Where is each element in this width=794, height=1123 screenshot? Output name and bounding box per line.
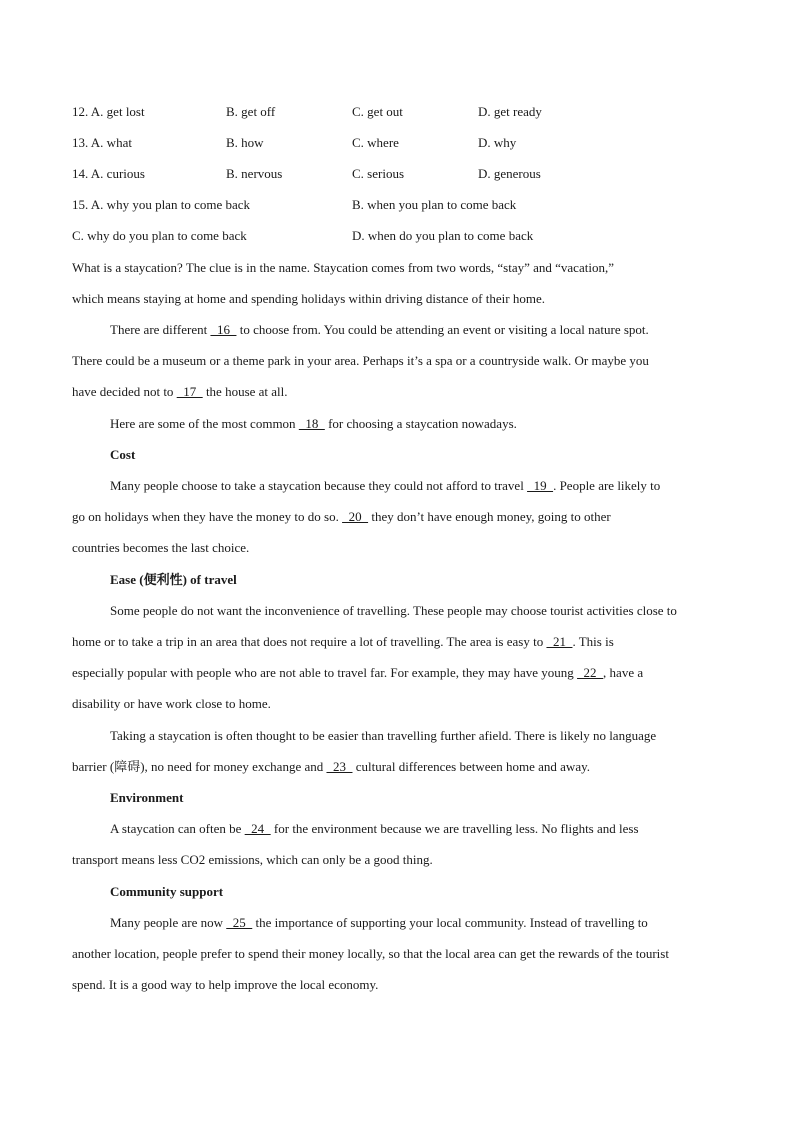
blank-17[interactable]: 17 [176,384,203,399]
passage-line: disability or have work close to home. [72,696,271,711]
section-heading-community: Community support [110,884,224,899]
blank-24[interactable]: 24 [244,821,271,836]
passage-line: Here are some of the most common 18 for choosing a staycation nowadays. [110,416,517,431]
blank-20[interactable]: 20 [342,509,369,524]
passage-intro-line-1: What is a staycation? The clue is in the name. Staycation comes from two words, “stay” and “vacation,” [72,260,614,275]
passage-line: especially popular with people who are not able to travel far. For example, they may have young 22 , have a [72,665,644,680]
blank-18[interactable]: 18 [298,416,325,431]
passage-line: A staycation can often be 24 for the environment because we are travelling less. No flights and less [110,821,639,836]
passage-line: have decided not to 17 the house at all. [72,384,288,399]
passage-line: transport means less CO2 emissions, which can only be a good thing. [72,852,433,867]
question-15-option-a: 15. A. why you plan to come back [72,197,251,212]
blank-16[interactable]: 16 [210,322,237,337]
question-14-option-d: D. generous [478,166,541,181]
blank-23[interactable]: 23 [326,759,353,774]
question-14-option-c: C. serious [352,166,404,181]
blank-19[interactable]: 19 [527,478,554,493]
passage-line: Some people do not want the inconvenience of travelling. These people may choose tourist activities close to [110,603,677,618]
passage-line: go on holidays when they have the money to do so. 20 they don’t have enough money, going to other [72,509,611,524]
passage-line: barrier (障碍), no need for money exchange and 23 cultural differences between home and away. [72,759,590,774]
question-12-option-a: 12. A. get lost [72,104,145,119]
question-15-option-c: C. why do you plan to come back [72,228,247,243]
question-13-option-a: 13. A. what [72,135,132,150]
blank-22[interactable]: 22 [577,665,604,680]
passage-line: Many people are now 25 the importance of supporting your local community. Instead of travelling to [110,915,648,930]
question-12-option-c: C. get out [352,104,403,119]
passage-line: There are different 16 to choose from. You could be attending an event or visiting a local nature spot. [110,322,649,337]
passage-line: home or to take a trip in an area that does not require a lot of travelling. The area is easy to 21 . This is [72,634,614,649]
passage-line: Many people choose to take a staycation because they could not afford to travel 19 . People are likely to [110,478,661,493]
passage-line: spend. It is a good way to help improve the local economy. [72,977,379,992]
question-12-option-d: D. get ready [478,104,542,119]
passage-line: Taking a staycation is often thought to be easier than travelling further afield. There is likely no language [110,728,657,743]
question-15-option-d: D. when do you plan to come back [352,228,534,243]
passage-line: countries becomes the last choice. [72,540,250,555]
question-13-option-b: B. how [226,135,264,150]
section-heading-cost: Cost [110,447,136,462]
blank-21[interactable]: 21 [546,634,573,649]
passage-intro-line-2: which means staying at home and spending holidays within driving distance of their home. [72,291,545,306]
section-heading-environment: Environment [110,790,184,805]
question-15-option-b: B. when you plan to come back [352,197,517,212]
question-12-option-b: B. get off [226,104,276,119]
passage-line: There could be a museum or a theme park in your area. Perhaps it’s a spa or a countryside walk. Or maybe you [72,353,649,368]
question-13-option-d: D. why [478,135,517,150]
section-heading-ease: Ease (便利性) of travel [110,572,237,587]
blank-25[interactable]: 25 [226,915,253,930]
question-14-option-a: 14. A. curious [72,166,145,181]
question-14-option-b: B. nervous [226,166,283,181]
question-13-option-c: C. where [352,135,399,150]
passage-line: another location, people prefer to spend their money locally, so that the local area can get the rewards of the tourist [72,946,669,961]
